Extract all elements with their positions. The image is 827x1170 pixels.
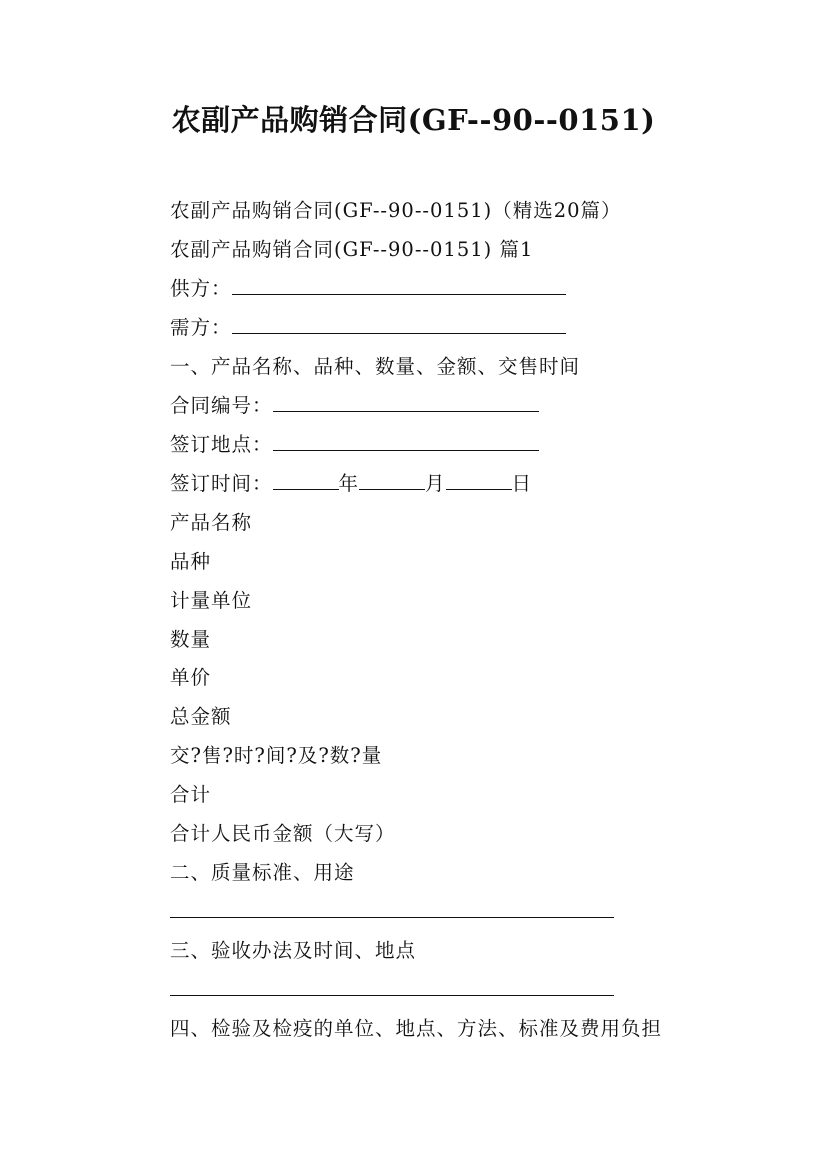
day-blank[interactable] [446, 471, 512, 490]
contract-number-label: 合同编号： [170, 394, 273, 417]
item-delivery-time: 交?售?时?间?及?数?量 [170, 744, 383, 767]
item-quantity: 数量 [170, 628, 212, 651]
acceptance-blank-line[interactable] [170, 995, 614, 996]
signing-place-label: 签订地点： [170, 433, 273, 456]
supplier-label: 供方： [170, 277, 232, 300]
buyer-field [170, 315, 566, 341]
signing-place-blank[interactable] [273, 432, 539, 451]
contract-number-blank[interactable] [273, 393, 539, 412]
item-total-rmb: 合计人民币金额（大写） [170, 822, 396, 845]
item-unit-price: 单价 [170, 666, 212, 689]
item-variety: 品种 [170, 550, 212, 573]
clause-heading-3: 三、验收办法及时间、地点 [170, 939, 417, 962]
signing-date-field [170, 471, 532, 497]
year-blank[interactable] [273, 471, 339, 490]
supplier-blank[interactable] [232, 276, 566, 295]
buyer-label: 需方： [170, 316, 232, 339]
section-heading: 农副产品购销合同(GF--90--0151) 篇1 [170, 238, 534, 261]
document-title: 农副产品购销合同(GF--90--0151) [171, 103, 656, 137]
signing-place-field [170, 432, 539, 458]
subtitle-line: 农副产品购销合同(GF--90--0151)（精选20篇） [170, 199, 622, 222]
signing-date-label: 签订时间： [170, 472, 273, 495]
contract-number-field [170, 393, 539, 419]
buyer-blank[interactable] [232, 315, 566, 334]
month-unit: 月 [425, 472, 446, 495]
item-total-amount: 总金额 [170, 705, 232, 728]
year-unit: 年 [338, 472, 360, 495]
clause-heading-4: 四、检验及检疫的单位、地点、方法、标准及费用负担 [170, 1017, 663, 1040]
item-unit: 计量单位 [170, 589, 253, 612]
clause-heading-2: 二、质量标准、用途 [170, 861, 355, 884]
supplier-field [170, 276, 566, 302]
quality-blank-line[interactable] [170, 917, 614, 918]
month-blank[interactable] [359, 471, 425, 490]
item-product-name: 产品名称 [170, 511, 253, 534]
clause-heading-1: 一、产品名称、品种、数量、金额、交售时间 [170, 355, 581, 378]
item-total: 合计 [170, 783, 212, 806]
day-unit: 日 [511, 472, 533, 495]
